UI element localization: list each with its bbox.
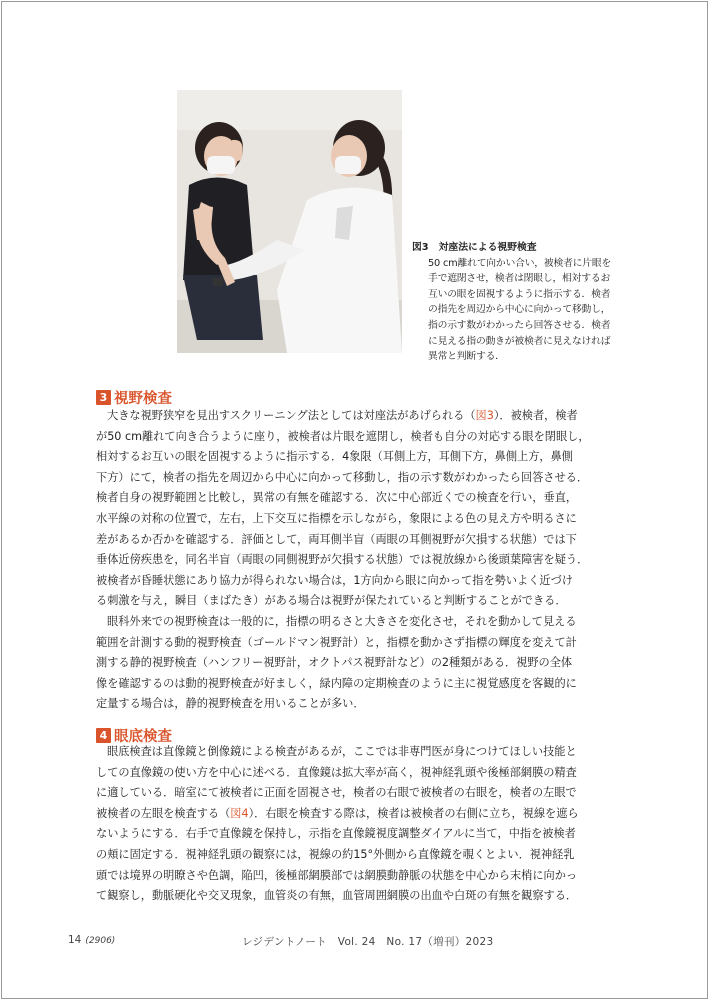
figure-caption-title [412, 240, 644, 256]
caption-line: 50 cm離れて向かい合い，被検者に片眼を [428, 257, 612, 269]
section-heading-3 [96, 387, 172, 408]
text-line [96, 488, 636, 509]
text-segment: 差があるか否かを確認する．評価として，両耳側半盲（両眼の耳側視野が欠損する状態）では下 [96, 532, 577, 546]
text-line [96, 612, 636, 633]
text-segment: しての直像鏡の使い方を中心に述べる．直像鏡は拡大率が高く，視神経乳頭や後極部網膜の精査 [96, 765, 577, 779]
page-number-value: 14 [68, 934, 82, 946]
text-line [96, 447, 636, 468]
text-line [96, 694, 636, 715]
text-line [96, 427, 636, 448]
page-number [68, 934, 115, 946]
text-segment: 頭では境界の明瞭さや色調，陥凹，後極部網膜部では網膜動静脈の状態を中心から末梢に向かっ [96, 868, 578, 882]
text-segment: ）．被検者，検者 [493, 409, 578, 422]
caption-line: 手で遮閉させ，検者は閉眼し，相対するお [428, 273, 611, 285]
text-segment: 水平線の対称の位置で，左右，上下交互に指標を示しながら，象限による色の見え方や明るさに [96, 511, 577, 525]
text-segment: ないようにする．右手で直像鏡を保持し，示指を直像鏡視度調整ダイアルに当て，中指を被検者 [96, 827, 576, 841]
text-segment: 下方）にて，検者の指先を周辺から中心に向かって移動し，指の示す数がわかったら回答させる． [96, 470, 589, 484]
text-line [96, 633, 636, 654]
text-line [96, 653, 636, 674]
figure-reference-link[interactable]: 図3 [475, 409, 494, 422]
text-segment: 被検者が昏睡状態にあり協力が得られない場合は，1方向から眼に向かって指を勢いよく近づけ [96, 573, 573, 587]
text-line [96, 530, 636, 551]
text-segment: に適している．暗室にて被検者に正面を固視させ，検者の右眼で被検者の右眼を，検者の左眼で [96, 786, 577, 800]
figure-label: 図3 [412, 242, 429, 253]
text-line [96, 742, 636, 763]
text-segment: ）．右眼を検査する際は，検者は被検者の右側に立ち，視線を遮ら [248, 806, 579, 820]
caption-line: 互いの眼を固視するように指示する．検者 [428, 288, 611, 300]
text-segment: 被検者の左眼を検査する（ [96, 806, 231, 820]
figure-title: 対座法による視野検査 [438, 242, 537, 253]
section-number-badge: 3 [96, 390, 111, 405]
section-4-paragraph-1 [96, 742, 636, 907]
page-number-sub: (2906) [85, 936, 116, 946]
text-line [96, 783, 636, 804]
text-segment: 測する静的視野検査（ハンフリー視野計，オクトパス視野計など）の2種類がある．視野の全体 [96, 656, 573, 670]
figure-caption [412, 240, 644, 365]
text-segment: 範囲を計測する動的視野検査（ゴールドマン視野計）と，指標を動かさず指標の輝度を変えて計 [96, 635, 577, 649]
section-number-badge: 4 [96, 728, 111, 743]
text-segment: 定量する場合は，静的視野検査を用いることが多い． [96, 697, 365, 711]
text-segment: 大きな視野狭窄を見出すスクリーニング法としては対座法があげられる（ [107, 409, 476, 422]
figure-reference-link[interactable]: 図4 [230, 806, 249, 820]
photo-illustration [177, 90, 402, 353]
section-3-paragraph-2 [96, 612, 636, 715]
caption-line: に見える指の動きが被検者に見えなければ [428, 335, 611, 347]
caption-line: 異常と判断する． [428, 351, 505, 363]
text-segment: 眼科外来での視野検査は一般的に，指標の明るさと大きさを変化させ，それを動かして見える [107, 615, 577, 628]
text-line [96, 571, 636, 592]
text-line [96, 763, 636, 784]
figure-caption-body [412, 256, 644, 365]
section-3-paragraph-1 [96, 406, 636, 612]
journal-info: レジデントノート Vol. 24 No. 17（増刊）2023 [242, 936, 494, 948]
text-line [96, 509, 636, 530]
text-segment: の頬に固定する．視神経乳頭の観察には，視線の約15°外側から直像鏡を覗くとよい．視神経乳 [96, 847, 575, 861]
section-title: 眼底検査 [114, 729, 172, 745]
text-line [96, 591, 636, 612]
caption-line: の指先を周辺から中心に向かって移動し， [428, 304, 611, 316]
text-line [96, 550, 636, 571]
text-line [96, 468, 636, 489]
text-line [96, 804, 636, 825]
text-segment: 垂体近傍疾患を，同名半盲（両眼の同側視野が欠損する状態）では視放線から後頭葉障害を疑う． [96, 553, 589, 567]
text-segment: て観察し，動脈硬化や交叉現象，血管炎の有無，血管周囲網膜の出血や白斑の有無を観察する． [96, 889, 578, 903]
figure-photo [177, 90, 402, 353]
text-segment: が50 cm離れて向き合うように座り，被検者は片眼を遮閉し，検者も自分の対応する眼を閉眼し， [96, 429, 590, 443]
text-line [96, 866, 636, 887]
section-title: 視野検査 [114, 391, 172, 407]
text-segment: 像を確認するのは動的視野検査が好ましく，緑内障の定期検査のように主に視覚感度を客観的に [96, 676, 577, 690]
text-segment: 眼底検査は直像鏡と倒像鏡による検査があるが，ここでは非専門医が身につけてほしい技能と [107, 745, 577, 758]
text-line [96, 674, 636, 695]
text-line [96, 824, 636, 845]
text-segment: 相対するお互いの眼を固視するように指示する．4象限（耳側上方，耳側下方，鼻側上方，鼻側 [96, 450, 573, 464]
text-segment: 検者自身の視野範囲と比較し，異常の有無を確認する．次に中心部近くでの検査を行い，垂直， [96, 491, 578, 505]
text-line [96, 406, 636, 427]
text-line [96, 886, 636, 907]
text-segment: る刺激を与え，瞬目（まばたき）がある場合は視野が保たれていると判断することができる． [96, 594, 567, 608]
caption-line: 指の示す数がわかったら回答させる．検者 [428, 319, 611, 331]
text-line [96, 845, 636, 866]
